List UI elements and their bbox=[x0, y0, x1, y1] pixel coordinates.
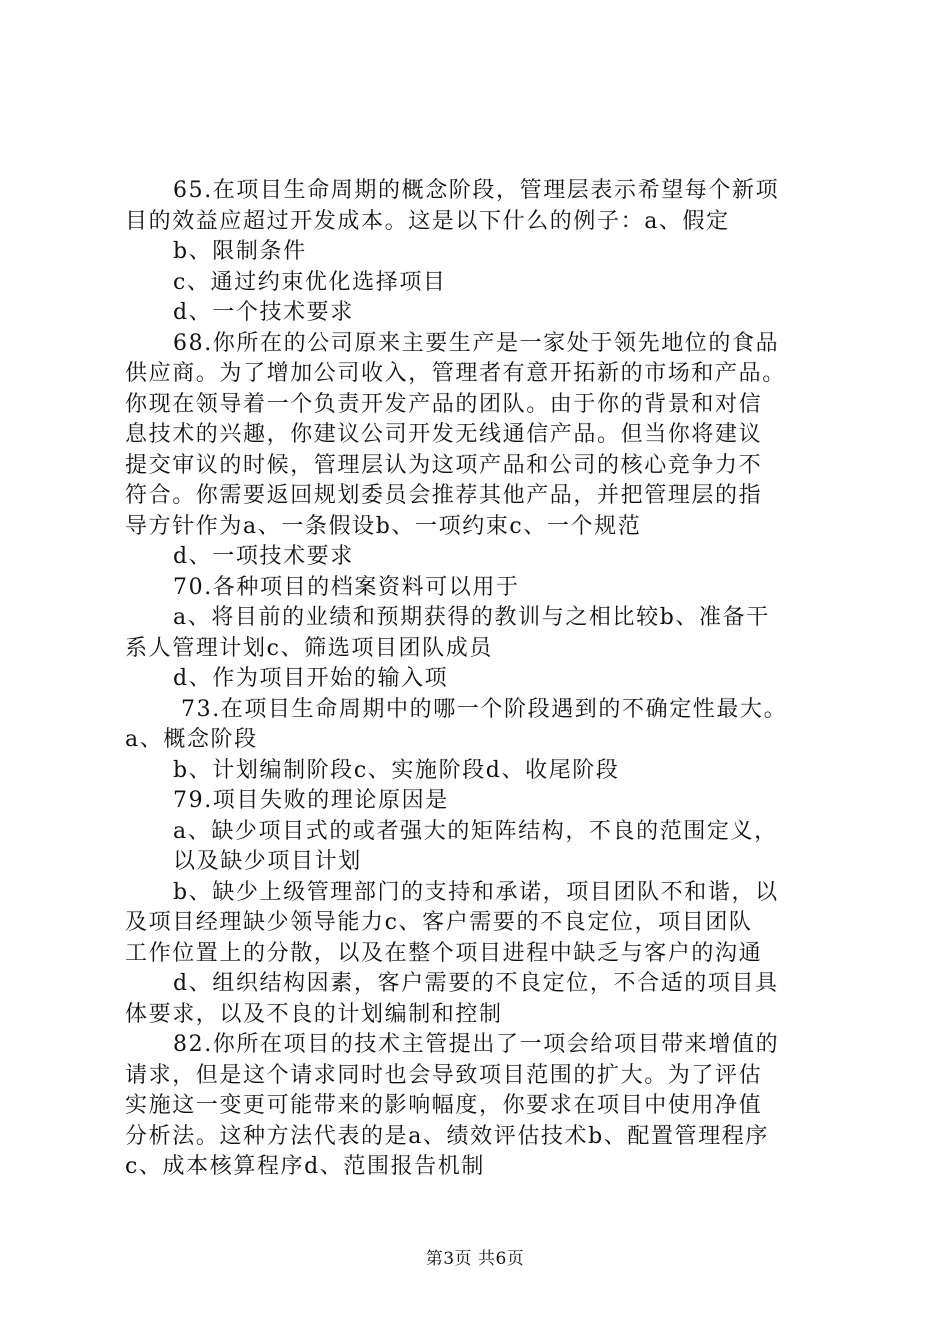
text-line: d、作为项目开始的输入项 bbox=[173, 666, 449, 691]
text-line: 及项目经理缺少领导能力c、客户需要的不良定位，项目团队 bbox=[125, 910, 753, 935]
text-line: 工作位置上的分散，以及在整个项目进程中缺乏与客户的沟通 bbox=[125, 940, 763, 966]
text-line: a、概念阶段 bbox=[125, 727, 258, 752]
page-footer: 第3页 共6页 bbox=[425, 1249, 525, 1269]
text-line: b、计划编制阶段c、实施阶段d、收尾阶段 bbox=[173, 757, 620, 783]
text-line: 68.你所在的公司原来主要生产是一家处于领先地位的食品 bbox=[173, 330, 780, 356]
text-line: 请求，但是这个请求同时也会导致项目范围的扩大。为了评估 bbox=[125, 1062, 763, 1088]
text-line: 79.项目失败的理论原因是 bbox=[173, 788, 449, 813]
text-line: 供应商。为了增加公司收入，管理者有意开拓新的市场和产品。 bbox=[125, 361, 786, 386]
text-line: d、一项技术要求 bbox=[173, 544, 354, 569]
text-line: 82.你所在项目的技术主管提出了一项会给项目带来增值的 bbox=[173, 1032, 780, 1057]
text-line: 导方针作为a、一条假设b、一项约束c、一个规范 bbox=[125, 513, 642, 539]
text-line: 分析法。这种方法代表的是a、绩效评估技术b、配置管理程序 bbox=[125, 1123, 770, 1149]
text-line: 符合。你需要返回规划委员会推荐其他产品，并把管理层的指 bbox=[125, 483, 763, 508]
document-body bbox=[125, 176, 837, 1183]
text-line: c、成本核算程序d、范围报告机制 bbox=[125, 1154, 486, 1179]
text-line: 以及缺少项目计划 bbox=[173, 849, 362, 874]
text-line: c、通过约束优化选择项目 bbox=[173, 269, 447, 295]
text-line: 70.各种项目的档案资料可以用于 bbox=[173, 574, 520, 600]
text-line: b、限制条件 bbox=[173, 239, 307, 264]
text-line: 65.在项目生命周期的概念阶段，管理层表示希望每个新项 bbox=[173, 178, 780, 203]
text-line: 73.在项目生命周期中的哪一个阶段遇到的不确定性最大。 bbox=[181, 696, 788, 722]
text-line: d、一个技术要求 bbox=[173, 300, 354, 325]
text-line: 实施这一变更可能带来的影响幅度，你要求在项目中使用净值 bbox=[125, 1093, 763, 1118]
text-line: a、缺少项目式的或者强大的矩阵结构，不良的范围定义， bbox=[173, 818, 778, 844]
text-line: 体要求，以及不良的计划编制和控制 bbox=[125, 1001, 503, 1027]
text-line: b、缺少上级管理部门的支持和承诺，项目团队不和谐，以 bbox=[173, 879, 779, 905]
text-line: 目的效益应超过开发成本。这是以下什么的例子：a、假定 bbox=[125, 208, 730, 234]
text-line: 息技术的兴趣，你建议公司开发无线通信产品。但当你将建议 bbox=[125, 422, 763, 447]
text-line: 系人管理计划c、筛选项目团队成员 bbox=[125, 635, 493, 661]
text-line: 你现在领导着一个负责开发产品的团队。由于你的背景和对信 bbox=[125, 391, 763, 417]
text-line: d、组织结构因素，客户需要的不良定位，不合适的项目具 bbox=[173, 971, 779, 996]
text-line: 提交审议的时候，管理层认为这项产品和公司的核心竞争力不 bbox=[125, 452, 763, 478]
text-line: a、将目前的业绩和预期获得的教训与之相比较b、准备干 bbox=[173, 605, 770, 630]
